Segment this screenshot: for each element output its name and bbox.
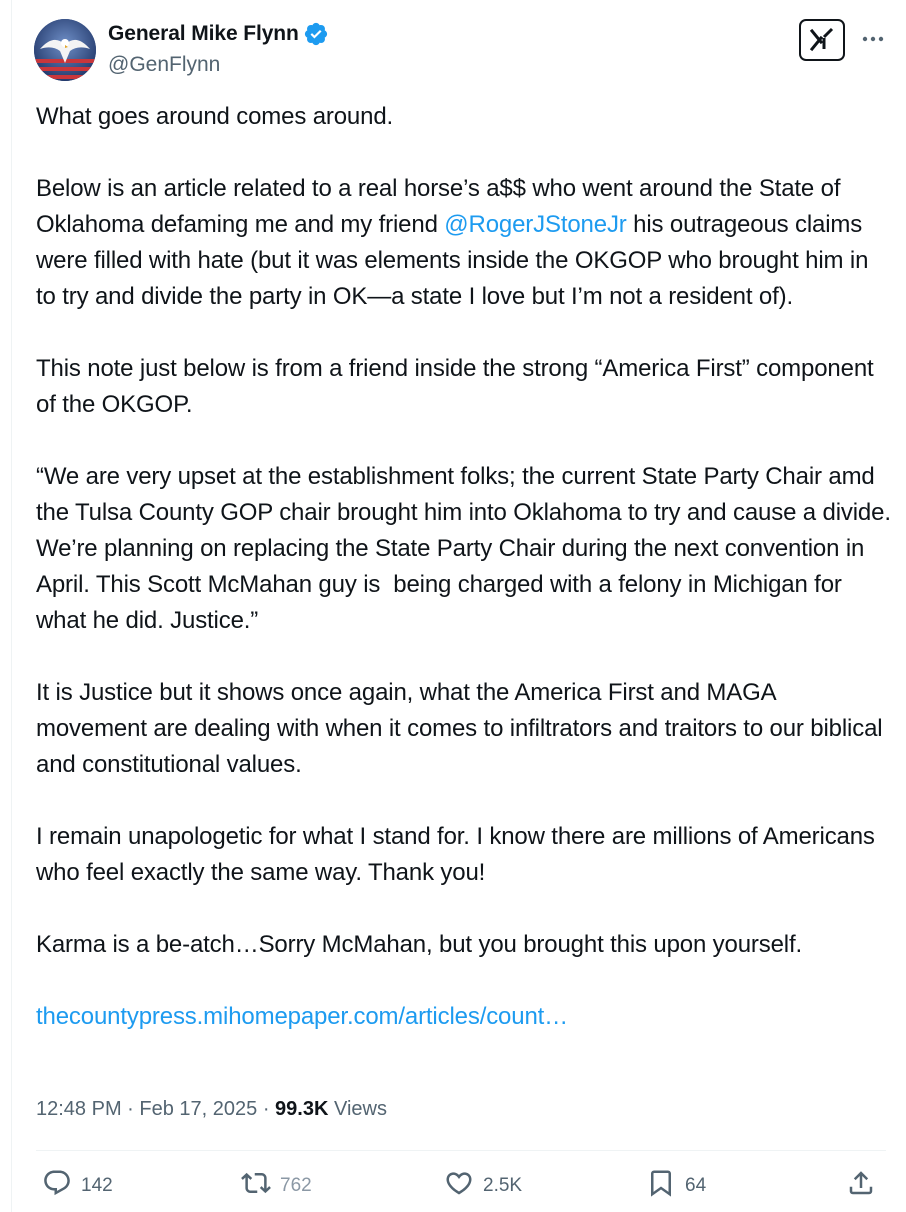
- meta-separator: ·: [257, 1098, 276, 1120]
- bookmark-button[interactable]: [646, 1166, 706, 1206]
- share-button[interactable]: [846, 1166, 876, 1206]
- reply-count: 142: [81, 1175, 113, 1196]
- grok-icon[interactable]: [799, 19, 845, 61]
- display-name[interactable]: General Mike Flynn: [108, 22, 299, 45]
- tweet-text-segment: Below is an article related to a real horse’s a$$ who went around the State of Oklahoma defaming me and my friend: [36, 175, 847, 238]
- tweet-time[interactable]: 12:48 PM: [36, 1098, 122, 1120]
- bookmark-icon: [646, 1168, 676, 1204]
- tweet-text: [36, 99, 898, 1071]
- tweet-paragraph: This note just below is from a friend inside the strong “America First” component of the OKGOP.: [36, 355, 881, 418]
- views-count: 99.3K: [275, 1098, 329, 1120]
- tweet-paragraph: “We are very upset at the establishment folks; the current State Party Chair amd the Tulsa County GOP chair brought him into Oklahoma to try and cause a divide. We’re planning on replacing the State Party Chair during the next convention in April. This Scott McMahan guy is being charged with a felony in Michigan for what he did. Justice.”: [36, 463, 898, 634]
- meta-separator: ·: [121, 1098, 140, 1120]
- tweet-paragraph: I remain unapologetic for what I stand for. I know there are millions of Americans who feel exactly the same way. Thank you!: [36, 823, 882, 886]
- repost-icon: [241, 1168, 271, 1204]
- user-handle[interactable]: @GenFlynn: [108, 53, 221, 76]
- repost-button[interactable]: [241, 1166, 312, 1206]
- reply-icon: [42, 1168, 72, 1204]
- timeline-border: [11, 0, 12, 1212]
- tweet-paragraph: It is Justice but it shows once again, what the America First and MAGA movement are dealing with when it comes to infiltrators and traitors to our biblical and constitutional values.: [36, 679, 889, 778]
- reply-button[interactable]: [42, 1166, 113, 1206]
- tweet-date[interactable]: Feb 17, 2025: [139, 1098, 258, 1120]
- tweet-text-segment: his outrageous claims were filled with hate (but it was elements inside the OKGOP who brought him in to try and divide the party in OK—a state I love but I’m not a resident of).: [36, 211, 875, 310]
- heart-icon: [444, 1168, 474, 1204]
- tweet-header: [34, 17, 884, 83]
- tweet-paragraph: Karma is a be-atch…Sorry McMahan, but you brought this upon yourself.: [36, 931, 803, 958]
- verified-badge-icon[interactable]: [303, 21, 329, 47]
- repost-count: 762: [280, 1175, 312, 1196]
- more-icon[interactable]: [859, 27, 887, 51]
- share-icon: [846, 1168, 876, 1204]
- bookmark-count: 64: [685, 1175, 707, 1196]
- mention-link[interactable]: @RogerJStoneJr: [444, 211, 627, 238]
- tweet-paragraph: [36, 171, 892, 315]
- avatar[interactable]: [34, 19, 96, 81]
- action-bar: [36, 1166, 886, 1206]
- divider: [36, 1150, 886, 1151]
- tweet-paragraph: What goes around comes around.: [36, 103, 394, 130]
- like-count: 2.5K: [483, 1175, 523, 1196]
- like-button[interactable]: [444, 1166, 522, 1206]
- views-label: Views: [328, 1098, 387, 1120]
- article-link[interactable]: thecountypress.mihomepaper.com/articles/count…: [36, 1003, 569, 1030]
- tweet-meta: [36, 1098, 387, 1121]
